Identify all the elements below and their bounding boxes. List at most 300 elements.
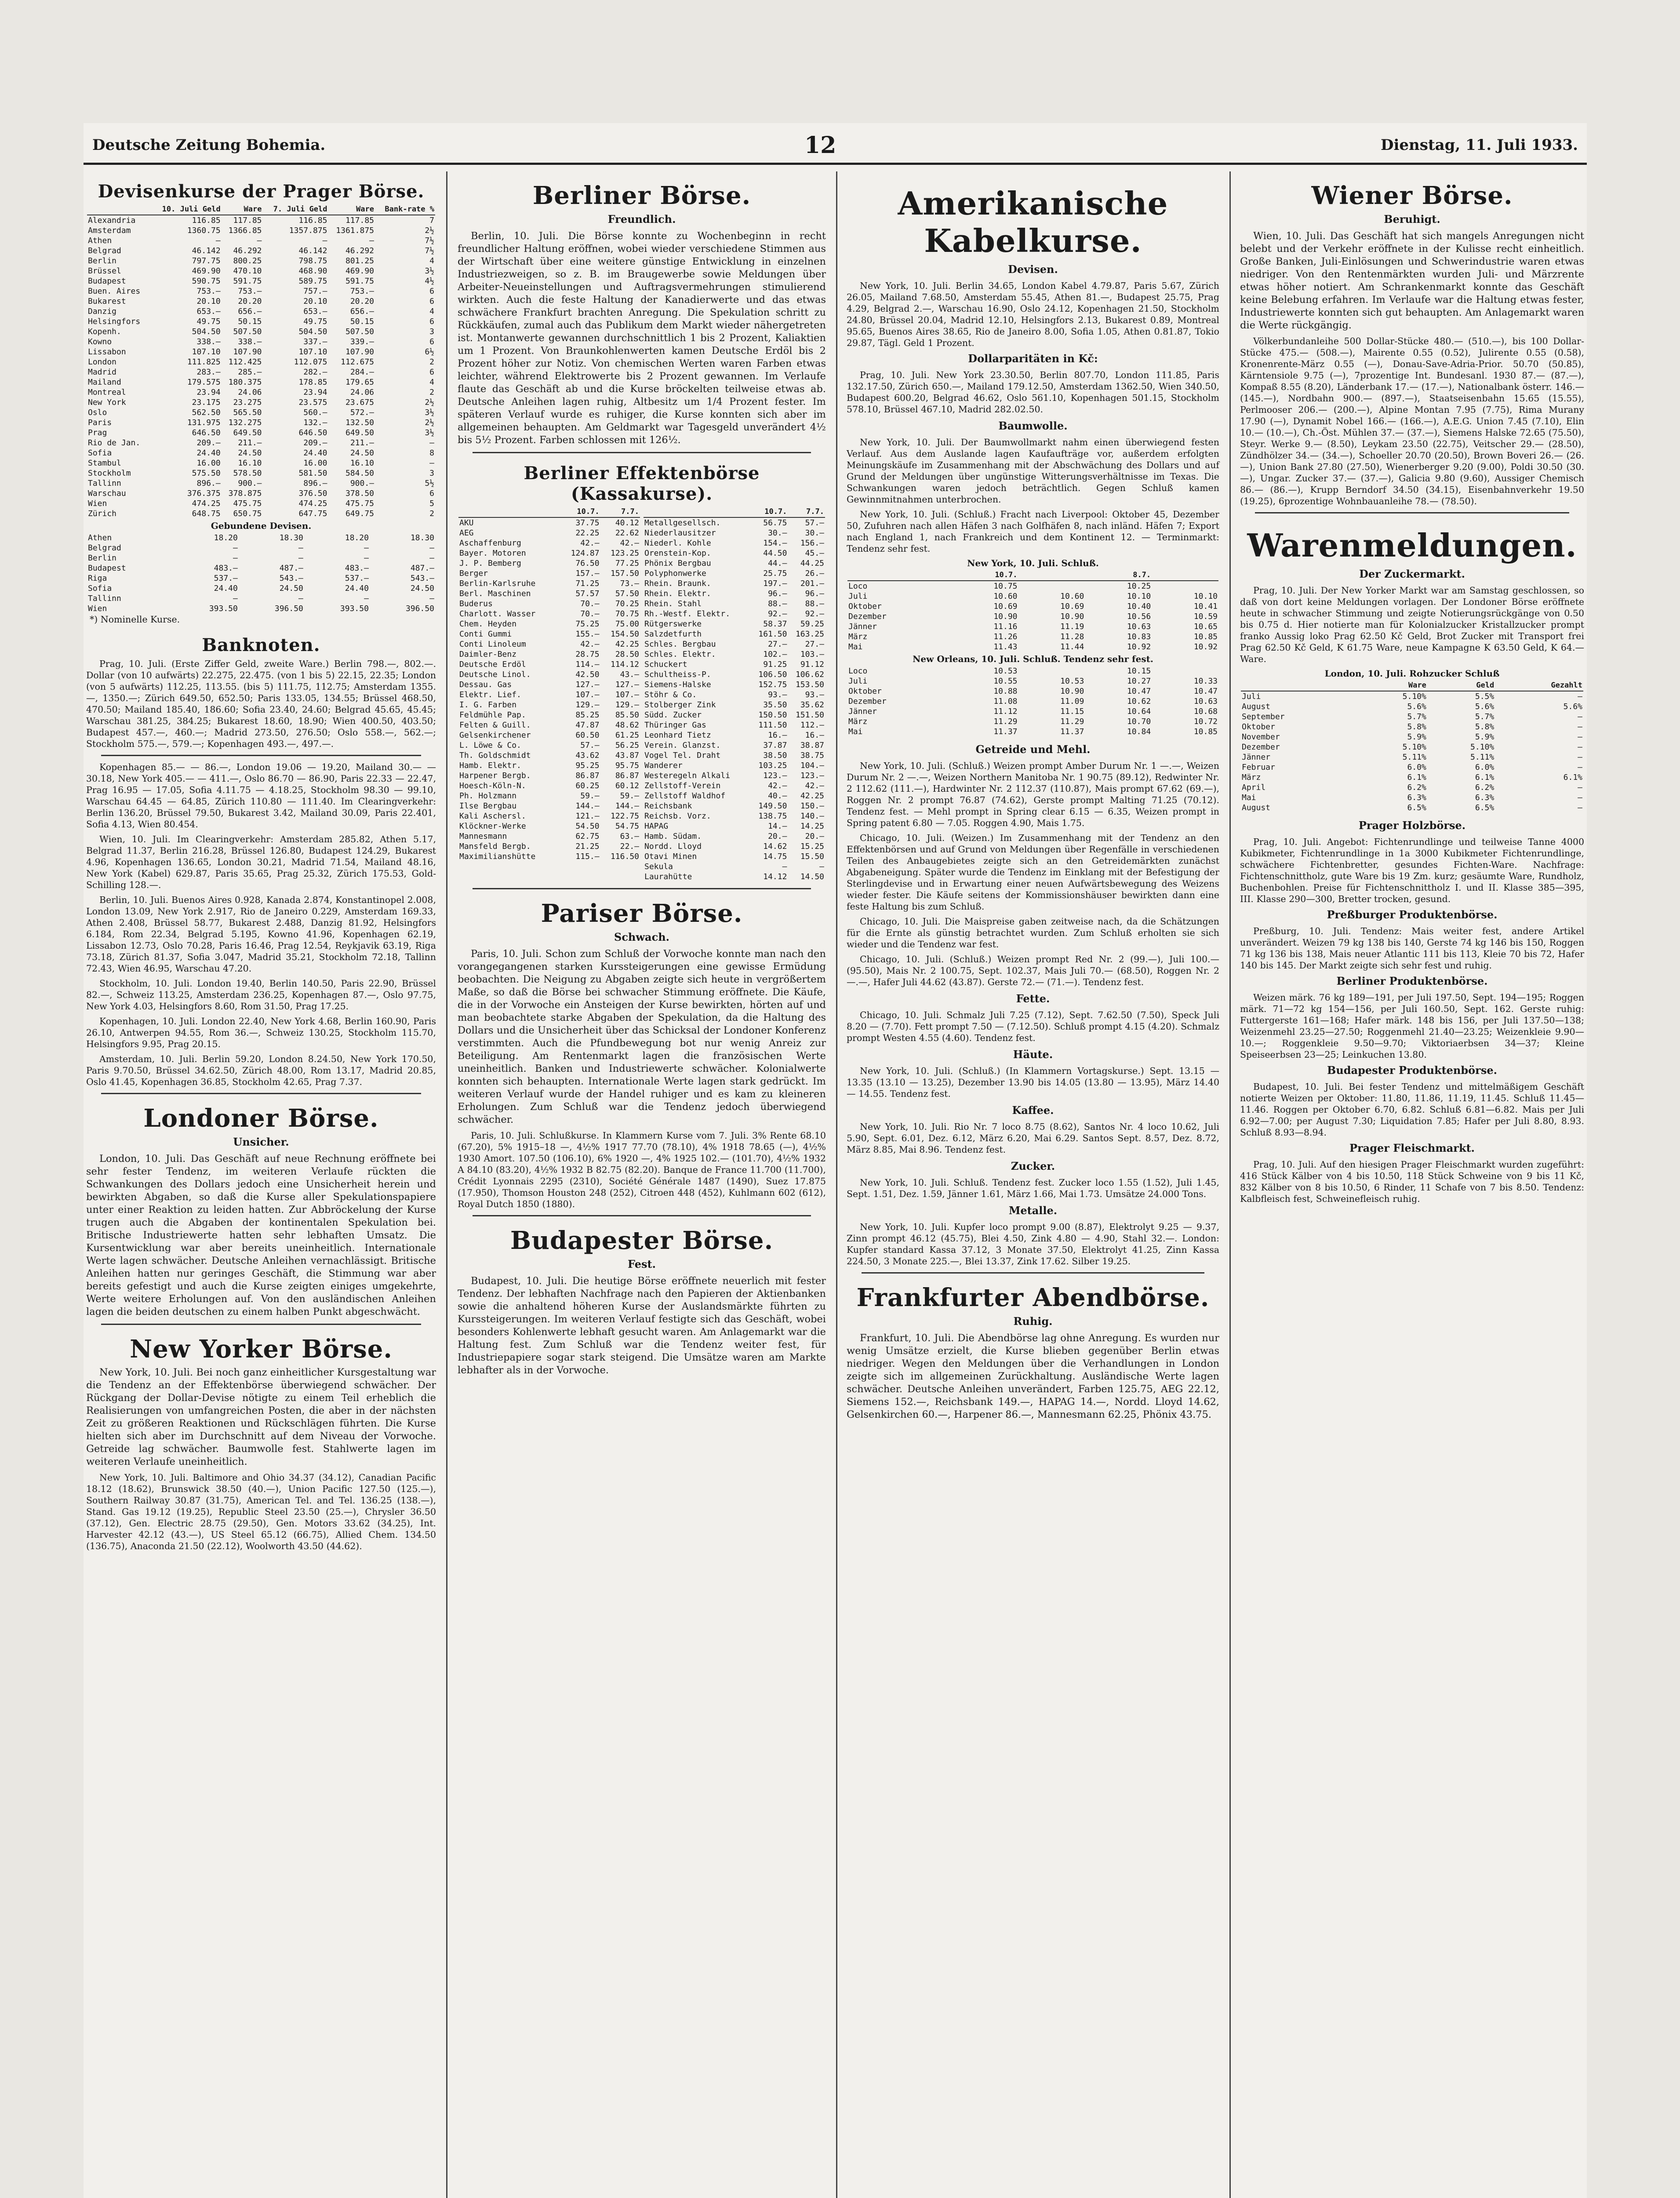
table-cell: 61.25 [615, 731, 639, 740]
table-cell: 8 [429, 448, 434, 458]
table-cell: 6.3% [1407, 793, 1426, 802]
table-cell: Vogel Tel. Draht [644, 751, 721, 760]
table-cell: Paris [88, 418, 112, 427]
table-row [87, 509, 435, 519]
table-row [458, 680, 640, 690]
table-cell: Helsingfors [88, 317, 141, 326]
table-cell: Metallgesellsch. [644, 518, 721, 528]
table-cell: Lissabon [88, 347, 126, 357]
table-row [87, 563, 435, 573]
table-cell: 20.10 [196, 297, 221, 306]
table-cell: 123.25 [610, 549, 639, 558]
table-cell: Tallinn [88, 479, 121, 488]
table-cell: 14.12 [763, 872, 787, 881]
table-cell: 116.50 [610, 852, 639, 861]
table-cell: Kopenh. [88, 327, 121, 336]
table-row [458, 700, 640, 710]
table-cell: 71.25 [575, 579, 600, 588]
table-cell: 114.12 [610, 660, 639, 669]
table-cell: Berlin [88, 256, 117, 266]
table-row [847, 717, 1218, 727]
table-row [847, 591, 1218, 601]
table-cell: Athen [88, 236, 112, 245]
table-cell: 54.50 [575, 822, 600, 831]
table-row [87, 236, 435, 246]
kassakurse-section [455, 463, 829, 882]
table-cell: — [429, 459, 434, 468]
table-cell: 10.92 [1193, 642, 1218, 651]
table-cell: 6.0% [1475, 763, 1495, 772]
table-cell: 179.65 [345, 378, 374, 387]
table-cell: 6 [429, 489, 434, 498]
table-row [458, 609, 640, 619]
pressburg-subheading: Preßburger Produktenbörse. [1327, 908, 1498, 921]
table-cell: 49.75 [196, 317, 221, 326]
table-cell: Feldmühle Pap. [459, 710, 526, 720]
table-cell: Bayer. Motoren [459, 549, 526, 558]
table-cell: 10.92 [1127, 642, 1151, 651]
table-cell: 115.— [575, 852, 600, 861]
table-cell: 1360.75 [187, 226, 221, 235]
table-cell: I. G. Farben [459, 700, 517, 710]
table-cell: — [364, 553, 369, 563]
table-cell: Dezember [1242, 742, 1280, 752]
column-rule [836, 171, 837, 2198]
table-cell: 43.— [620, 670, 639, 679]
fette-subheading: Fette. [1016, 992, 1050, 1005]
table-cell: 10.64 [1127, 707, 1151, 716]
table-cell: 3½ [425, 266, 434, 276]
table-cell: Rh.-Westf. Elektr. [644, 609, 731, 619]
table-cell: 584.50 [345, 469, 374, 478]
table-row [458, 558, 640, 568]
table-cell: 178.85 [298, 378, 327, 387]
table-cell: 37.75 [575, 518, 600, 528]
table-cell: 112.— [800, 721, 824, 730]
column-header: 10. Juli Geld [151, 204, 222, 215]
table-row [458, 801, 640, 811]
column-header [1241, 681, 1359, 691]
auslandsboersen-text-2: Wien, 10. Juli. Im Clearingverkehr: Amsterdam 285.82, Athen 5.17, Belgrad 11.37, Berlin 216.28, Brüssel 126.80, Budapest 124.29, Bukarest 4.96, Kopenhagen 136.65, London 30.21, Madrid 71.54, Mailand 48.16, New York (Kabel) 629.87, Paris 35.65, Prag 25.32, Zürich 175.53, Gold-Schilling 128.—. [86, 834, 436, 890]
table-cell: 6.2% [1475, 783, 1495, 792]
table-cell: 46.292 [345, 246, 374, 255]
table-cell: 6.5% [1407, 803, 1426, 812]
table-cell: 30.— [768, 528, 787, 538]
table-cell: 656.— [350, 307, 374, 316]
table-cell: 132.275 [228, 418, 262, 427]
table-cell: 38.75 [800, 751, 824, 760]
table-cell: 14.75 [763, 852, 787, 861]
table-cell: 154.50 [610, 630, 639, 639]
metalle-subheading: Metalle. [1008, 1204, 1058, 1217]
table-cell: 11.16 [993, 622, 1018, 631]
table-cell: 209.— [303, 438, 327, 448]
table-cell: 591.75 [345, 277, 374, 286]
berlin-produkte-text: Weizen märk. 76 kg 189—191, per Juli 197.50, Sept. 194—195; Roggen märk. 71—72 kg 154—156, per Juli 160.50, Sept. 162. Gerste ruhig: Futtergerste 161—168; Hafer märk. 148 bis 156, per Juli 137.50—138; Weizenmehl 23.25—27.50; Roggenmehl 21.40—23.25; Weizenkleie 9.90—10.—; Roggenkleie 9.50—9.70; Viktoriaerbsen 34—37; Kleine Speiseerbsen 23—25; Leinkuchen 13.80. [1240, 992, 1584, 1060]
table-cell: 23.575 [298, 398, 327, 407]
table-row [87, 458, 435, 468]
table-row [847, 686, 1218, 696]
table-cell: 11.08 [993, 697, 1018, 706]
table-cell: 537.— [345, 574, 369, 583]
table-cell: 376.375 [187, 489, 221, 498]
table-cell: 153.50 [795, 680, 824, 689]
table-cell: 572.— [350, 408, 374, 417]
column-header [1018, 570, 1085, 581]
table-cell: 1366.85 [228, 226, 262, 235]
table-cell: — [257, 236, 262, 245]
column-2 [455, 171, 829, 2198]
table-cell: 16.10 [350, 459, 374, 468]
table-row [1241, 772, 1583, 782]
table-cell: Kali Aschersl. [459, 812, 526, 821]
table-row [458, 670, 640, 680]
table-cell: 2½ [425, 226, 434, 235]
table-cell: — [429, 594, 434, 603]
devisen-note: *) Nominelle Kurse. [90, 614, 180, 625]
table-cell: 157.— [575, 569, 600, 578]
column-header: 8.7. [1085, 570, 1152, 581]
table-cell: 578.50 [233, 469, 262, 478]
table-cell: 131.975 [187, 418, 221, 427]
table-cell: 127.— [575, 680, 600, 689]
table-cell: 337.— [303, 337, 327, 346]
table-cell: — [364, 543, 369, 553]
section-divider [473, 888, 811, 889]
holzboerse-subheading: Prager Holzbörse. [1358, 819, 1466, 832]
table-cell: 2 [429, 357, 434, 367]
table-cell: Deutsche Erdöl [459, 660, 526, 669]
table-cell: 20.— [805, 832, 824, 841]
table-cell: 10.10 [1127, 592, 1151, 601]
paris-text: Paris, 10. Juli. Schon zum Schluß der Vorwoche konnte man nach den vorangegangenen starken Kurssteigerungen eine gewisse Ermüdung beobachten. Die Neigung zu Abgaben zeigte sich heute in vergrößertem Maße, so daß die Börse bei schwacher Stimmung eröffnete. Die Käufe, die in der Vorwoche ein Ansteigen der Kurse bewirkten, hörten auf und man beobachtete starke Abgaben der Spekulation, da die Haltung des Dollars und die Unsicherheit über das Schicksal der Londoner Konferenz verstimmten. Auch die Pfundbewegung bot nur wenig Anreiz zur Beteiligung. Am Rentenmarkt lagen die französischen Werte uneinheitlich. Banken und Industriewerte schwächer. Kolonialwerte konnten sich behaupten. Internationale Werte lagen stark gedrückt. Im weiteren Verlauf wurde der Handel ruhiger und es kam zu kleineren Erholungen. Zum Schluß war die Tendenz jedoch überwiegend schwächer. [458, 948, 826, 1125]
table-row [644, 730, 825, 740]
table-cell: Loco [848, 582, 868, 591]
table-cell: 753.— [196, 287, 221, 296]
newyork-quotes: New York, 10. Juli. Baltimore and Ohio 34.37 (34.12), Canadian Pacific 18.12 (18.62), Brunswick 38.50 (40.—), Union Pacific 127.50 (125.—), Southern Railway 30.87 (31.75), American Tel. and Tel. 136.25 (138.—), Stand. Gas 19.12 (19.25), Republic Steel 23.50 (25.—), Chrysler 36.50 (37.12), Gen. Electric 28.75 (29.50), Gen. Motors 33.62 (34.25), Int. Harvester 42.12 (43.—), US Steel 65.12 (66.75), Allied Chem. 134.50 (136.75), Anaconda 21.50 (22.12), Woolworth 43.50 (44.62). [86, 1472, 436, 1551]
table-cell: 10.68 [1193, 707, 1218, 716]
table-cell: 22.— [620, 842, 639, 851]
table-row [644, 528, 825, 538]
table-cell: 11.29 [993, 717, 1018, 726]
table-row [458, 781, 640, 791]
table-cell: 10.72 [1193, 717, 1218, 726]
table-cell: 47.87 [575, 721, 600, 730]
table-row [644, 811, 825, 821]
kassakurse-table-left [458, 507, 640, 862]
table-cell: 18.30 [279, 533, 303, 542]
table-cell: 23.94 [196, 388, 221, 397]
table-cell: Maximilianshütte [459, 852, 536, 861]
auslandsboersen-text-1: Kopenhagen 85.— — 86.—, London 19.06 — 19.20, Mailand 30.— — 30.18, New York 405.— — 411.—, Oslo 86.70 — 86.90, Paris 22.33 — 22.47, Prag 16.95 — 17.05, Sofia 4.11.75 — 4.18.25, Stockholm 98.30 — 99.10, Warschau 64.45 — 64.85, Zürich 110.80 — 111.40. Im Clearingverkehr: Berlin 136.20, Brüssel 79.50, Bukarest 3.42, Mailand 30.09, Paris 22.401, Sofia 4.13, Wien 80.454. [86, 762, 436, 830]
table-cell: 10.84 [1127, 727, 1151, 736]
table-cell: 11.12 [993, 707, 1018, 716]
table-cell: 6.5% [1475, 803, 1495, 812]
table-cell: 24.40 [214, 584, 238, 593]
table-cell: 60.25 [575, 781, 600, 790]
table-cell: 6 [429, 297, 434, 306]
table-cell: Polyphonwerke [644, 569, 706, 578]
table-cell: 11.15 [1060, 707, 1084, 716]
table-cell: 5.6% [1563, 702, 1582, 711]
table-cell: 116.85 [298, 216, 327, 225]
table-cell: — [215, 236, 221, 245]
table-cell: Zellstoff-Verein [644, 781, 721, 790]
table-cell: 56.75 [763, 518, 787, 528]
haeute-text: New York, 10. Juli. (Schluß.) (In Klammern Vortagskurse.) Sept. 13.15 — 13.35 (13.10 — 13.25), Dezember 13.90 bis 14.05 (13.80 — 13.95), März 14.40 — 14.55. Tendenz fest. [847, 1066, 1219, 1099]
table-row [458, 750, 640, 761]
table-cell: — [1578, 712, 1582, 721]
auslandsboersen-text-6: Amsterdam, 10. Juli. Berlin 59.20, London 8.24.50, New York 170.50, Paris 9.70.50, Brüssel 34.62.50, Zürich 48.00, Rom 13.17, Madrid 20.85, Oslo 41.45, Kopenhagen 36.85, Stockholm 42.65, Prag 7.37. [86, 1054, 436, 1087]
table-cell: 211.— [238, 438, 262, 448]
table-cell: 18.20 [345, 533, 369, 542]
table-cell: 123.— [763, 771, 787, 780]
section-divider [862, 1272, 1204, 1274]
table-row [847, 696, 1218, 706]
devisen-subheading: Devisen. [1008, 263, 1058, 276]
table-cell: Mai [848, 727, 863, 736]
london-subheading: Unsicher. [233, 1135, 289, 1148]
table-cell: 152.75 [758, 680, 787, 689]
table-cell: 50.15 [350, 317, 374, 326]
table-cell: 10.88 [993, 687, 1018, 696]
table-cell: 91.12 [800, 660, 824, 669]
table-cell: 132.50 [345, 418, 374, 427]
table-cell: 5.8% [1475, 722, 1495, 731]
london-zucker-table [1241, 681, 1583, 813]
table-cell: — [819, 862, 824, 871]
table-row [644, 670, 825, 680]
table-cell: Charlott. Wasser [459, 609, 536, 619]
table-cell: 144.— [575, 801, 600, 811]
table-cell: 2 [429, 509, 434, 518]
column-header [644, 507, 751, 517]
table-cell: Conti Linoleum [459, 640, 526, 649]
table-cell: 112.675 [341, 357, 374, 367]
table-row [87, 347, 435, 357]
table-cell: 15.25 [800, 842, 824, 851]
table-cell: Orenstein-Kop. [644, 549, 711, 558]
paris-section [455, 899, 829, 1210]
table-cell: 5.10% [1402, 742, 1426, 752]
table-cell: — [322, 236, 327, 245]
table-row [644, 841, 825, 852]
table-cell: 5.7% [1475, 712, 1495, 721]
table-cell: 107.— [575, 690, 600, 699]
table-cell: Riga [88, 574, 107, 583]
table-cell: 62.75 [575, 832, 600, 841]
table-row [458, 761, 640, 771]
table-cell: Zellstoff Waldhof [644, 791, 726, 801]
table-cell: 48.62 [615, 721, 639, 730]
london-text: London, 10. Juli. Das Geschäft auf neue Rechnung eröffnete bei sehr fester Tendenz, im weiteren Verlaufe rückten die Schwankungen des Dollars jedoch eine Unsicherheit herein und bewirkten Abgaben, so daß die Kurse aller Spekulationspapiere unter einer Reaktion zu leiden hatten. Zur Abbröckelung der Kurse trugen auch die Abgaben der kontinentalen Spekulation bei. Britische Industriewerte hatten sehr lebhaften Umsatz. Die Kursentwicklung war aber bereits uneinheitlich. Internationale Werte lagen schwächer. Deutsche Anleihen vernachlässigt. Britische Anleihen hatten nur geringes Geschäft, die Stimmung war aber bereits gefestigt und auch die Kurse zeigten einiges umgekehrte, Werte weitere Erholungen auf. Von den ausländischen Anleihen lagen die beiden deutschen zu einem halben Punkt abgeschwächt. [86, 1153, 436, 1317]
table-cell: 56.25 [615, 741, 639, 750]
table-row [847, 632, 1218, 642]
table-row [644, 659, 825, 670]
paris-quotes: Paris, 10. Juli. Schlußkurse. In Klammern Kurse vom 7. Juli. 3% Rente 68.10 (67.20), 5% 1915–18 —, 4½% 1917 77.70 (78.10), 4% 1918 78.65 (—), 4½% 1930 Amort. 107.50 (106.10), 6% 1920 —, 4% 1925 102.— (101.70), 4½% 1932 A 84.10 (83.20), 4½% 1932 B 82.75 (82.20). Banque de France 11.700 (11.700), Crédit Lyonnais 2295 (2310), Société Générale 1487 (1490), Suez 17.875 (17.950), Thomson Houston 248 (252), Citroen 448 (452), Kuhlmann 602 (612), Royal Dutch 1850 (1880). [458, 1130, 826, 1209]
table-cell: 59.— [580, 791, 600, 801]
table-cell: 575.50 [192, 469, 221, 478]
table-cell: 475.75 [345, 499, 374, 508]
table-cell: Rütgerswerke [644, 619, 702, 629]
table-cell: — [233, 553, 238, 563]
table-cell: 2 [429, 388, 434, 397]
paris-subheading: Schwach. [614, 931, 670, 943]
table-row [644, 629, 825, 639]
table-cell: 23.275 [233, 398, 262, 407]
table-cell: Südd. Zucker [644, 710, 702, 720]
table-cell: — [1578, 763, 1582, 772]
table-cell: 24.50 [279, 584, 303, 593]
table-row [644, 761, 825, 771]
table-cell: 96.— [768, 589, 787, 598]
table-cell: Athen [88, 533, 112, 542]
budapest-subheading: Fest. [628, 1258, 656, 1270]
table-cell: 14.25 [800, 822, 824, 831]
table-cell: Juli [848, 677, 868, 686]
table-cell: Mansfeld Bergb. [459, 842, 531, 851]
newspaper-page [84, 123, 1587, 2198]
getreide-text-3: Chicago, 10. Juli. Die Maispreise gaben zeitweise nach, da die Schätzungen für die Ernte als günstig betrachtet wurden. Zum Schluß erholten sie sich wieder und die Tendenz war fest. [847, 916, 1219, 950]
baumwolle-subheading: Baumwolle. [998, 419, 1068, 432]
table-cell: Stambul [88, 459, 121, 468]
table-row [87, 266, 435, 276]
table-cell: 155.— [575, 630, 600, 639]
table-row [87, 387, 435, 397]
table-row [1241, 742, 1583, 752]
table-cell: 646.50 [298, 428, 327, 437]
table-row [87, 428, 435, 438]
table-cell: 37.87 [763, 741, 787, 750]
table-cell: 649.50 [345, 428, 374, 437]
table-row [644, 740, 825, 750]
banknoten-text: Prag, 10. Juli. (Erste Ziffer Geld, zweite Ware.) Berlin 798.—, 802.—. Dollar (von 10 aufwärts) 22.275, 22.475. (von 1 bis 5) 22.15, 22.35; London (von 5 aufwärts) 112.25, 113.55. (bis 5) 111.75, 112.75; Amsterdam 1355.—, 1350.—; Zürich 649.50, 652.50; Paris 133.05, 134.55; Brüssel 468.50, 470.50; Mailand 185.40, 186.60; Sofia 23.40, 24.60; Belgrad 45.65, 45.45; Warschau 381.25, 384.25; Bukarest 18.60, 18.90; Wien 400.50, 403.50; Budapest 457.—, 460.—; Madrid 273.50, 276.50; Oslo 558.—, 562.—; Stockholm 575.—, 579.—; Kopenhagen 493.—, 497.—. [86, 659, 436, 749]
table-cell: 70.— [580, 609, 600, 619]
table-cell: 4 [429, 378, 434, 387]
table-cell: 900.— [350, 479, 374, 488]
table-cell: Gelsenkirchener [459, 731, 531, 740]
table-cell: 42.25 [800, 791, 824, 801]
table-cell: Aschaffenburg [459, 539, 521, 548]
table-cell: Oktober [1242, 722, 1275, 731]
table-cell: Tallinn [88, 594, 121, 603]
table-cell: 58.37 [763, 619, 787, 629]
table-row [644, 750, 825, 761]
table-cell: 179.575 [187, 378, 221, 387]
table-cell: 24.06 [350, 388, 374, 397]
table-row [458, 821, 640, 831]
table-cell: 284.— [350, 368, 374, 377]
table-cell: 543.— [410, 574, 434, 583]
table-cell: 14.62 [763, 842, 787, 851]
table-row [458, 619, 640, 629]
table-cell: 565.50 [233, 408, 262, 417]
column-header: 7. Juli Geld [263, 204, 328, 215]
table-cell: 30.— [805, 528, 824, 538]
table-cell: Mai [1242, 793, 1256, 802]
table-cell: 1361.875 [336, 226, 374, 235]
table-cell: 10.59 [1193, 612, 1218, 621]
frankfurt-heading: Frankfurter Abendbörse. [856, 1283, 1210, 1312]
table-cell: 338.— [196, 337, 221, 346]
table-row [87, 448, 435, 458]
table-row [87, 478, 435, 488]
table-cell: 11.09 [1060, 697, 1084, 706]
table-cell: 27.— [805, 640, 824, 649]
column-header: 10.7. [560, 507, 600, 517]
table-cell: 76.50 [575, 559, 600, 568]
table-cell: 16.00 [303, 459, 327, 468]
table-cell: 18.20 [214, 533, 238, 542]
table-cell: 6 [429, 337, 434, 346]
table-cell: 24.40 [196, 448, 221, 458]
table-cell: 22.62 [615, 528, 639, 538]
table-cell: Deutsche Linol. [459, 670, 531, 679]
table-cell: New York [88, 398, 126, 407]
table-cell: 16.00 [196, 459, 221, 468]
table-cell: Leonhard Tietz [644, 731, 711, 740]
budapest-section [455, 1226, 829, 1377]
table-cell: 6.1% [1407, 773, 1426, 782]
haeute-subheading: Häute. [1013, 1048, 1053, 1061]
table-cell: Thüringer Gas [644, 721, 706, 730]
table-cell: 44.— [768, 559, 787, 568]
table-row [1241, 803, 1583, 813]
table-row [458, 831, 640, 841]
zuckermarkt-subheading: Der Zuckermarkt. [1359, 568, 1465, 580]
zucker-subheading: Zucker. [1011, 1160, 1055, 1172]
table-cell: 38.87 [800, 741, 824, 750]
table-cell: 10.25 [1127, 582, 1151, 591]
section-divider [101, 1324, 421, 1325]
section-divider [473, 452, 811, 453]
table-cell: 93.— [805, 690, 824, 699]
table-cell: 23.175 [192, 398, 221, 407]
table-cell: 57.— [580, 741, 600, 750]
table-cell: 112.075 [294, 357, 327, 367]
table-row [644, 831, 825, 841]
table-cell: 10.40 [1127, 602, 1151, 611]
table-cell: Madrid [88, 368, 117, 377]
table-cell: 46.142 [298, 246, 327, 255]
table-row [87, 357, 435, 367]
table-row [644, 538, 825, 548]
table-cell: — [1578, 803, 1582, 812]
table-cell: 42.— [580, 640, 600, 649]
table-cell: 649.75 [345, 509, 374, 518]
issue-date: Dienstag, 11. Juli 1933. [1380, 136, 1578, 154]
table-cell: 483.— [345, 564, 369, 573]
table-cell: Hamb. Elektr. [459, 761, 521, 770]
table-cell: 42.25 [615, 640, 639, 649]
table-cell: 42.— [805, 781, 824, 790]
table-cell: 57.— [805, 518, 824, 528]
table-cell: 77.25 [615, 559, 639, 568]
table-cell: Alexandria [88, 216, 136, 225]
table-cell: Zürich [88, 509, 117, 518]
table-cell: 144.— [615, 801, 639, 811]
table-cell: Kowno [88, 337, 112, 346]
table-row [847, 601, 1218, 611]
table-cell: Oktober [848, 602, 882, 611]
table-cell: 59.— [620, 791, 639, 801]
table-cell: 140.— [800, 812, 824, 821]
table-cell: 104.— [800, 761, 824, 770]
auslandsboersen-text-5: Kopenhagen, 10. Juli. London 22.40, New York 4.68, Berlin 160.90, Paris 26.10, Antwerpen 94.55, Rom 36.—, Schweiz 130.25, Stockholm 115.70, Helsingfors 9.95, Prag 20.15. [86, 1016, 436, 1049]
table-cell: 10.15 [1127, 666, 1151, 676]
table-cell: 42.— [620, 539, 639, 548]
table-cell: 117.85 [345, 216, 374, 225]
